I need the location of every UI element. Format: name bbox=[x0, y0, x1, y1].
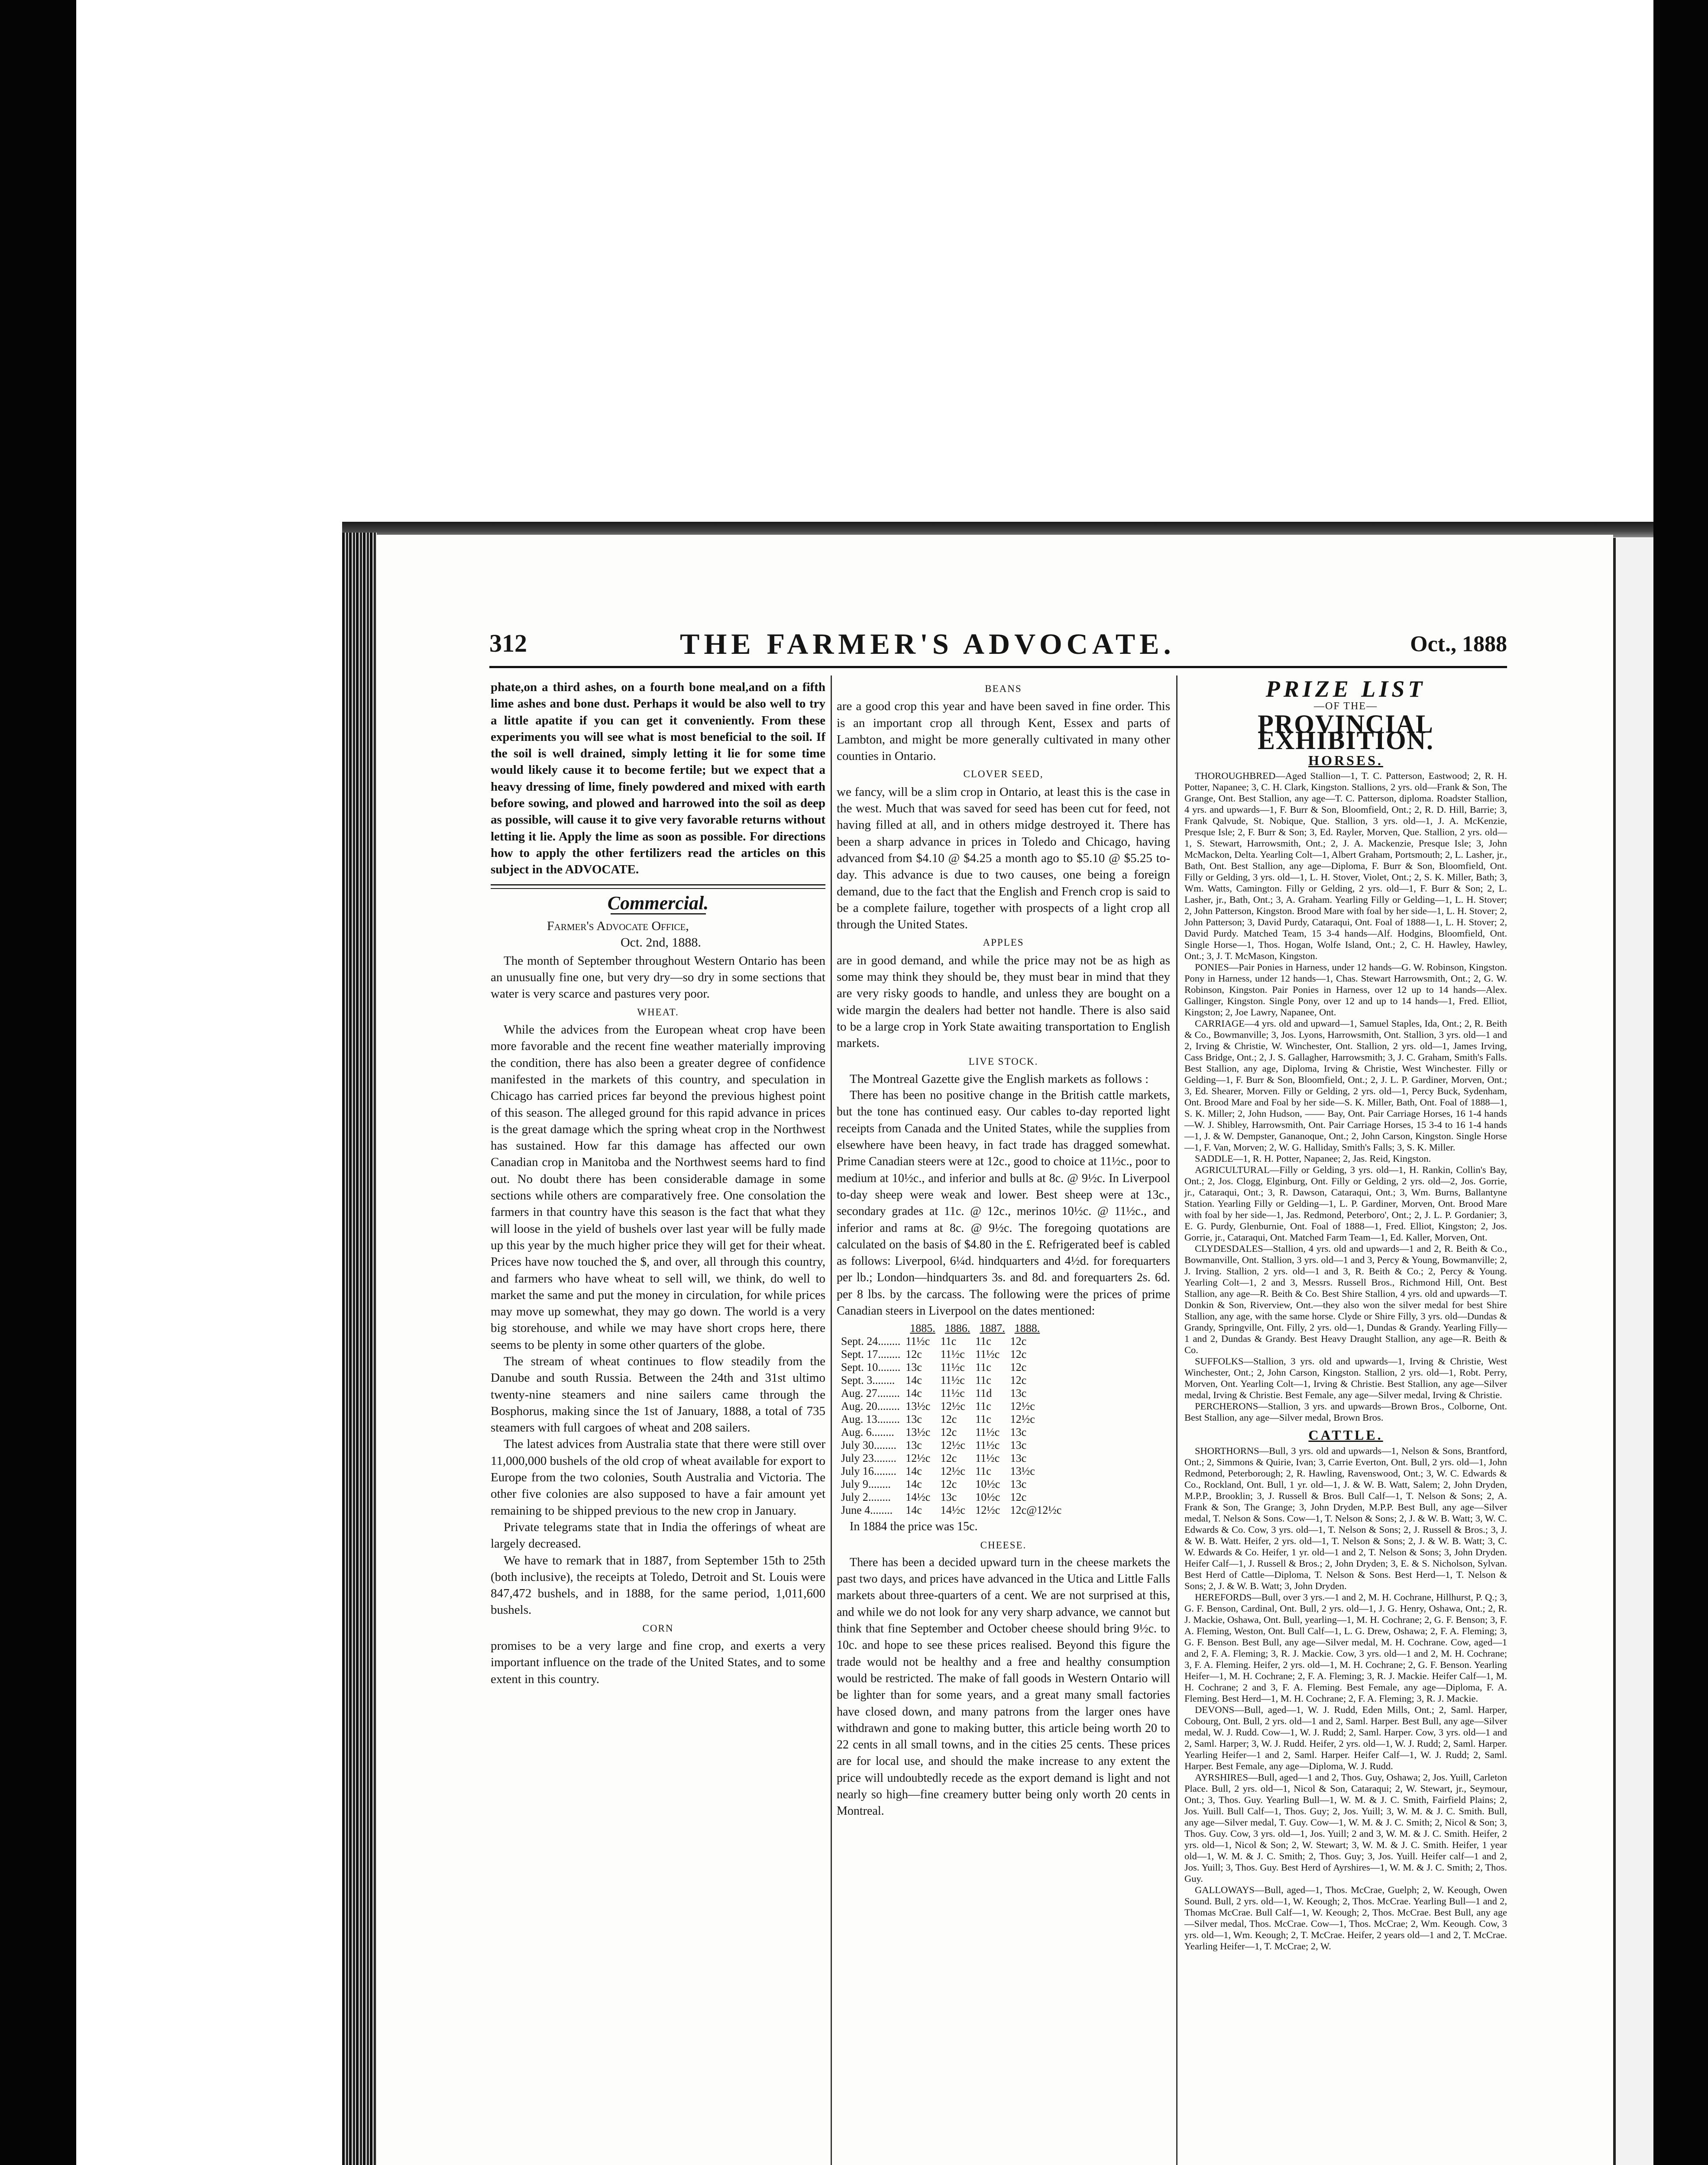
section-rule bbox=[491, 884, 825, 889]
table-cell: 11c bbox=[975, 1465, 991, 1478]
table-note: In 1884 the price was 15c. bbox=[850, 1520, 978, 1534]
paragraph: The month of September throughout Western Ontario has been an unusually fine one, but very dry—so dry in some sections that water is very scarce and pastures very poor. bbox=[491, 953, 825, 1001]
table-row bbox=[841, 1439, 1067, 1452]
table-row bbox=[841, 1374, 1067, 1387]
table-row bbox=[841, 1478, 1067, 1491]
table-cell: 12c bbox=[1010, 1374, 1027, 1387]
table-cell: 13c bbox=[1010, 1426, 1027, 1439]
table-header-cell bbox=[841, 1322, 906, 1335]
table-cell: 11c bbox=[975, 1335, 991, 1348]
price-table-body bbox=[841, 1335, 1067, 1517]
table-cell: 13c bbox=[906, 1361, 922, 1374]
cheese-heading: CHEESE. bbox=[980, 1539, 1027, 1551]
prize-entry: SUFFOLKS—Stallion, 3 yrs. old and upwards—1, Irving & Christie, West Winchester, Ont.; 2, John Carson, Kingston. Stallion, 2 yrs. old—1, Robt. Perry, Morven, Ont. Yearling Colt—1, Irving & Christie. Best Stallion, any age—Silver medal, Irving & Christie. Best Female, any age—Silver medal, Irving & Christie. bbox=[1184, 1356, 1507, 1401]
table-cell: 12c bbox=[1010, 1348, 1027, 1361]
table-cell: 11c bbox=[940, 1335, 957, 1348]
table-cell: 13½c bbox=[906, 1400, 931, 1413]
table-row bbox=[841, 1361, 1067, 1374]
wheat-heading: WHEAT. bbox=[637, 1006, 679, 1018]
table-header-cell: 1885. bbox=[910, 1322, 935, 1335]
masthead-title: THE FARMER'S ADVOCATE. bbox=[680, 627, 1175, 660]
facing-page-edge bbox=[1613, 538, 1653, 2165]
paragraph: The latest advices from Australia state that there were still over 11,000,000 bushels of the old crop of wheat available for export to Europe from the two colonies, South Australia and Victoria. The other five colonies are also supposed to have a fair amount yet remaining to be shipped previous to the new crop in January. bbox=[491, 1437, 825, 1518]
table-cell: 11c bbox=[975, 1400, 991, 1413]
table-cell: 12c bbox=[940, 1426, 957, 1439]
table-cell: Sept. 17........ bbox=[841, 1348, 901, 1361]
dateline-office: Farmer's Advocate Office, bbox=[547, 918, 689, 933]
table-cell: 11½c bbox=[975, 1348, 1000, 1361]
table-row bbox=[841, 1426, 1067, 1439]
dateline-date: Oct. 2nd, 1888. bbox=[621, 935, 701, 950]
issue-date: Oct., 1888 bbox=[1410, 632, 1507, 656]
table-header-cell: 1886. bbox=[945, 1322, 970, 1335]
table-cell: 11½c bbox=[975, 1426, 1000, 1439]
table-cell: 11d bbox=[975, 1387, 992, 1400]
column-3 bbox=[1184, 676, 1507, 1952]
table-cell: 11½c bbox=[940, 1348, 965, 1361]
apples-heading: APPLES bbox=[983, 937, 1024, 948]
paragraph: There has been a decided upward turn in the cheese markets the past two days, and prices have advanced in the Utica and Little Falls markets about three-quarters of a cent. We are not surprised at this, and while we do not look for any very sharp advance, we cannot but think that fine September and October cheese should bring 9½c. to 10c. and hope to see these prices realised. Beyond this figure the trade would not be healthy and a free and healthy consumption would be restricted. The make of fall goods in Western Ontario will be lighter than for some years, and a great many small factories have closed down, and many patrons from the larger ones have withdrawn and gone to making butter, this article being worth 20 to 22 cents in all small towns, and in the cities 25 cents. These prices are for local use, and should the make increase to any extent the price will undoubtedly recede as the export demand is light and not nearly so high—fine creamery butter being only worth 20 cents in Montreal. bbox=[837, 1555, 1170, 1818]
table-cell: Sept. 10........ bbox=[841, 1361, 901, 1374]
cattle-heading: CATTLE. bbox=[1308, 1427, 1383, 1443]
paragraph: we fancy, will be a slim crop in Ontario, at least this is the case in the west. Much that was saved for seed has been cut for feed, not having filled at all, and in others midge destroyed it. There has been a sharp advance in prices in Toledo and Chicago, having advanced from $4.10 @ $4.25 a month ago to $5.10 @ $5.25 to-day. This advance is due to two causes, one being a foreign demand, due to the fact that the English and French crop is said to be a complete failure, together with prospects of a light crop all through the United States. bbox=[837, 785, 1170, 932]
live-stock-heading: LIVE STOCK. bbox=[968, 1056, 1038, 1067]
table-cell: 14c bbox=[906, 1374, 922, 1387]
column-rule-1 bbox=[831, 675, 832, 2165]
table-cell: July 30........ bbox=[841, 1439, 896, 1452]
table-cell: 12c bbox=[1010, 1491, 1027, 1504]
table-row bbox=[841, 1465, 1067, 1478]
table-row bbox=[841, 1348, 1067, 1361]
prize-entry: CLYDESDALES—Stallion, 4 yrs. old and upwards—1 and 2, R. Beith & Co., Bowmanville, Ont. Stallion, 3 yrs. old—1 and 3, Percy & Young, Bowmanville; 2, J. Irving. Stallion, 2 yrs. old—1 and 3, R. Beith & Co.; 2, Percy & Young. Yearling Colt—1, 2 and 3, Messrs. Russell Bros., Richmond Hill, Ont. Best Stallion, any age—R. Beith & Co. Best Shire Stallion, 4 yrs. old and upwards—T. Donkin & Son, Riverview, Ont.—they also won the silver medal for best Shire Stallion, any age, with the same horse. Clyde or Shire Filly, 3 yrs. old—Dundas & Grandy, Springville, Ont. Filly, 2 yrs. old—1, Dundas & Grandy. Yearling Filly—1 and 2, Dundas & Grandy. Best Heavy Draught Stallion, any age—R. Beith & Co. bbox=[1184, 1243, 1507, 1356]
prize-entry: DEVONS—Bull, aged—1, W. J. Rudd, Eden Mills, Ont.; 2, Saml. Harper, Cobourg, Ont. Bull, 2 yrs. old—1 and 2, Saml. Harper. Best Bull, any age—Silver medal, W. J. Rudd. Cow—1, W. J. Rudd; 2, Saml. Harper. Cow, 3 yrs. old—1 and 2, Saml. Harper; 3, W. J. Rudd. Heifer, 2 yrs. old—1, W. J. Rudd; 2, Saml. Harper. Yearling Heifer—1 and 2, Saml. Harper. Heifer Calf—1, W. J. Rudd; 2, Saml. Harper. Best Female, any age—Diploma, W. J. Rudd. bbox=[1184, 1704, 1507, 1771]
column-1 bbox=[491, 679, 825, 1687]
table-cell: 13c bbox=[1010, 1452, 1027, 1465]
prize-entry: GALLOWAYS—Bull, aged—1, Thos. McCrae, Guelph; 2, W. Keough, Owen Sound. Bull, 2 yrs. old—1, W. Keough; 2, Thos. McCrae. Yearling Bull—1 and 2, Thomas McCrae. Bull Calf—1, W. Keough; 2, Thos. McCrae. Best Bull, any age—Silver medal, Thos. McCrae. Cow—1, Thos. McCrae; 2, Wm. Keough. Cow, 3 yrs. old—1, Wm. Keough; 2, T. McCrae. Heifer, 2 years old—1 and 2, T. McCrae. Yearling Heifer—1, T. McCrae; 2, W. bbox=[1184, 1884, 1507, 1952]
beans-heading: BEANS bbox=[985, 683, 1022, 694]
table-row bbox=[841, 1452, 1067, 1465]
paragraph: are a good crop this year and have been saved in fine order. This is an important crop all through Kent, Essex and parts of Lambton, and might be more generally cultivated in many other counties in Ontario. bbox=[837, 699, 1170, 763]
paragraph: We have to remark that in 1887, from September 15th to 25th (both inclusive), the receipts at Toledo, Detroit and St. Louis were 847,472 bushels, and in 1888, for the same period, 1,011,600 bushels. bbox=[491, 1553, 825, 1617]
table-row bbox=[841, 1504, 1067, 1517]
table-header-row bbox=[841, 1322, 1067, 1335]
prize-entry: PONIES—Pair Ponies in Harness, under 12 hands—G. W. Robinson, Kingston. Pony in Harness, under 12 hands—1, Chas. Stewart Harrowsmith, Ont.; 2, G. W. Robinson, Kingston. Pair Ponies in Harness, over 12 up to 14 hands—Alex. Gallinger, Kingston. Single Pony, over 12 and up to 14 hands—1, Fred. Elliot, Kingston; 2, Joe Lawry, Napanee, Ont. bbox=[1184, 962, 1507, 1018]
table-cell: 11c bbox=[975, 1374, 991, 1387]
header-rule bbox=[489, 666, 1507, 668]
table-cell: 14½c bbox=[940, 1504, 965, 1517]
table-cell: 14c bbox=[906, 1478, 922, 1491]
table-cell: 11c bbox=[975, 1361, 991, 1374]
table-cell: 13c bbox=[1010, 1439, 1027, 1452]
table-cell: July 9........ bbox=[841, 1478, 891, 1491]
dateline bbox=[547, 918, 825, 951]
table-cell: 14c bbox=[906, 1504, 922, 1517]
fertilizer-answer: phate,on a third ashes, on a fourth bone meal,and on a fifth lime ashes and bone dust. Perhaps it would be also well to try a little apatite if you can get it conveniently. From these experiments you will see what is most beneficial to the soil. If the soil is well drained, simply letting it lie for some time would likely cause it to become fertile; but we expect that a heavy dressing of lime, finely powdered and mixed with earth before sowing, and plowed and harrowed into the soil as deep as possible, will cause it to give very favorable returns without letting it lie. Apply the lime as soon as possible. For directions how to apply the other fertilizers read the articles on this subject in the ADVOCATE. bbox=[491, 680, 825, 877]
table-cell: 11½c bbox=[975, 1439, 1000, 1452]
table-cell: 14c bbox=[906, 1465, 922, 1478]
table-cell: Aug. 27........ bbox=[841, 1387, 900, 1400]
table-cell: 10½c bbox=[975, 1478, 1000, 1491]
table-cell: 11½c bbox=[940, 1361, 965, 1374]
paragraph: are in good demand, and while the price may not be as high as some may think they should be, they must bear in mind that they are very risky goods to handle, and unless they are bought on a wide margin the dealers had better not handle. There is also said to be a large crop in York State awaiting transportation to English markets. bbox=[837, 953, 1170, 1050]
table-cell: Aug. 20........ bbox=[841, 1400, 900, 1413]
prize-entry: SADDLE—1, R. H. Potter, Napanee; 2, Jas. Reid, Kingston. bbox=[1195, 1153, 1431, 1164]
column-rule-2 bbox=[1176, 675, 1177, 2165]
table-cell: 11c bbox=[975, 1413, 991, 1426]
table-cell: 13c bbox=[906, 1413, 922, 1426]
table-cell: 12½c bbox=[906, 1452, 931, 1465]
table-row bbox=[841, 1387, 1067, 1400]
table-cell: 12½c bbox=[1010, 1413, 1035, 1426]
scan-border-left bbox=[0, 0, 76, 2165]
book-page-stack bbox=[342, 533, 377, 2165]
table-cell: 12c bbox=[1010, 1361, 1027, 1374]
prize-entry: AYRSHIRES—Bull, aged—1 and 2, Thos. Guy, Oshawa; 2, Jos. Yuill, Carleton Place. Bull, 2 yrs. old—1, Nicol & Son, Cataraqui; 2, W. Stewart, jr., Seymour, Ont.; 3, Thos. Guy. Yearling Bull—1, W. M. & J. C. Smith, Fairfield Plains; 2, Jos. Yuill. Bull Calf—1, Thos. Guy; 2, Jos. Yuill; 3, W. M. & J. C. Smith. Bull, any age—Silver medal, T. Guy. Cow—1, W. M. & J. C. Smith; 2, Nicol & Son; 3, Thos. Guy. Cow, 3 yrs. old—1, Jos. Yuill; 2 and 3, W. M. & J. C. Smith. Heifer, 2 yrs. old—1, Nicol & Son; 2, W. Stewart; 3, W. M. & J. C. Smith. Heifer, 1 year old—1, W. M. & J. C. Smith; 2, Thos. Guy; 3, Jos. Yuill. Heifer calf—1 and 2, Jos. Yuill; 3, Thos. Guy. Best Herd of Ayrshires—1, W. M. & J. C. Smith; 2, Thos. Guy. bbox=[1184, 1771, 1507, 1884]
table-cell: Sept. 24........ bbox=[841, 1335, 901, 1348]
table-cell: July 23........ bbox=[841, 1452, 896, 1465]
table-cell: 10½c bbox=[975, 1491, 1000, 1504]
table-cell: Sept. 3........ bbox=[841, 1374, 895, 1387]
page-number: 312 bbox=[489, 629, 527, 657]
table-cell: July 2........ bbox=[841, 1491, 891, 1504]
page-header bbox=[489, 629, 1507, 663]
paragraph: The Montreal Gazette give the English markets as follows : bbox=[850, 1072, 1149, 1086]
table-cell: 14½c bbox=[906, 1491, 931, 1504]
table-cell: 12c bbox=[1010, 1335, 1027, 1348]
table-cell: 13c bbox=[1010, 1387, 1027, 1400]
prize-entry: AGRICULTURAL—Filly or Gelding, 3 yrs. old—1, H. Rankin, Collin's Bay, Ont.; 2, Jos. Clogg, Elginburg, Ont. Filly or Gelding, 2 yrs. old—2, Jos. Gorrie, jr., Cataraqui, Ont.; 3, R. Dawson, Cataraqui, Ont.; 3, Wm. Burns, Ballantyne Station. Yearling Filly or Gelding—1, L. P. Gardiner, Morven, Ont. Brood Mare with foal by her side—1, Jas. Redmond, Peterboro', Ont.; 2, J. L. P. Gordanier; 3, E. G. Purdy, Glenburnie, Ont. Foal of 1888—1, Fred. Elliot, Kingston; 2, Jos. Gorrie, jr., Cataraqui, Ont. Matched Farm Team—1, Ed. Kaller, Morven, Ont. bbox=[1184, 1164, 1507, 1243]
table-row bbox=[841, 1400, 1067, 1413]
table-row bbox=[841, 1413, 1067, 1426]
prize-entry: HEREFORDS—Bull, over 3 yrs.—1 and 2, M. H. Cochrane, Hillhurst, P. Q.; 3, G. F. Benson, Cardinal, Ont. Bull, 2 yrs. old—1, J. G. Henry, Oshawa, Ont.; 2, R. J. Mackie, Oshawa, Ont. Bull, yearling—1, M. H. Cochrane; 2, G. F. Benson; 3, F. A. Fleming, Weston, Ont. Bull Calf—1, L. G. Drew, Oshawa; 2, F. A. Fleming; 3, G. F. Benson. Best Bull, any age—Silver medal, M. H. Cochrane. Cow, aged—1 and 2, F. A. Fleming; 3, R. J. Mackie. Cow, 3 yrs. old—1 and 2, M. H. Cochrane; 3, F. A. Fleming. Heifer, 2 yrs. old—1, M. H. Cochrane; 2, G. F. Benson. Yearling Heifer—1, M. H. Cochrane; 2, F. A. Fleming; 3, R. J. Mackie. Heifer Calf—1, M. H. Cochrane; 2 and 3, F. A. Fleming. Best Female, any age—Diploma, F. A. Fleming. Best Herd—1, M. H. Cochrane; 2, F. A. Fleming; 3, R. J. Mackie. bbox=[1184, 1591, 1507, 1704]
of-the-label: —OF THE— bbox=[1314, 701, 1378, 712]
table-cell: 11½c bbox=[940, 1374, 965, 1387]
table-row bbox=[841, 1491, 1067, 1504]
paragraph: There has been no positive change in the British cattle markets, but the tone has continued easy. Our cables to-day reported light receipts from Canada and the United States, while the supplies from elsewhere have been heavy, in fact trade has dragged somewhat. Prime Canadian steers were at 12c., good to choice at 11½c., poor to medium at 10½c., and inferior and bulls at 8c. @ 9½c. In Liverpool to-day sheep were weak and lower. Best sheep were at 13c., secondary grades at 11c. @ 12c., merinos 10½c. @ 11½c., and inferior and rams at 8c. @ 9½c. The foregoing quotations are calculated on the basis of $4.80 in the £. Refrigerated beef is cabled as follows: Liverpool, 6¼d. hindquarters and 4½d. for forequarters per lb.; London—hindquarters 3s. and 8d. and forequarters 2s. 6d. per 8 lbs. by the carcass. The following were the prices of prime Canadian steers in Liverpool on the dates mentioned: bbox=[837, 1089, 1170, 1318]
horses-heading: HORSES. bbox=[1308, 753, 1383, 769]
paragraph: While the advices from the European wheat crop have been more favorable and the recent fine weather materially improving the condition, there has also been a greater degree of confidence manifested in the markets of this country, and speculation in Chicago has carried prices far beyond the previous highest point of this season. The alleged ground for this rapid advance in prices is the great damage which the spring wheat crop in the Northwest has sustained. How far this damage has affected our own Canadian crop in Manitoba and the Northwest seems hard to find out. No doubt there has been considerable damage in some sections while others are comparatively free. One consolation the farmers in that country have this season is the fact that what they will loose in the yield of bushels over last year will be fully made up this year by the much higher price they will get for their wheat. Prices have now touched the $, and over, all through this country, and farmers who have wheat to sell will, we think, do well to market the same and put the money in circulation, for while prices may move up somewhat, they may go down. The world is a very big storehouse, and while we may have short crops here, there seems to be plenty in some other quarters of the globe. bbox=[491, 1023, 825, 1352]
table-header-cell: 1887. bbox=[980, 1322, 1005, 1335]
table-cell: 12c bbox=[940, 1478, 957, 1491]
clover-seed-heading: CLOVER SEED, bbox=[963, 769, 1044, 780]
table-cell: 12½c bbox=[940, 1400, 965, 1413]
commercial-section-title: Commercial. bbox=[607, 892, 709, 914]
table-cell: 12c@12½c bbox=[1010, 1504, 1062, 1517]
paragraph: The stream of wheat continues to flow steadily from the Danube and south Russia. Between the 24th and 31st ultimo twenty-nine steamers and nine sailers came through the Bosphorus, making since the 1st of January, 1888, a total of 735 steamers with full cargoes of wheat and 208 sailers. bbox=[491, 1354, 825, 1435]
steer-price-table bbox=[841, 1322, 1067, 1517]
table-cell: 12c bbox=[940, 1452, 957, 1465]
table-cell: Aug. 6........ bbox=[841, 1426, 894, 1439]
table-cell: 12½c bbox=[940, 1465, 965, 1478]
paragraph: Private telegrams state that in India the offerings of wheat are largely decreased. bbox=[491, 1520, 825, 1551]
table-header-cell: 1888. bbox=[1014, 1322, 1040, 1335]
table-cell: June 4........ bbox=[841, 1504, 893, 1517]
table-cell: 12½c bbox=[940, 1439, 965, 1452]
table-cell: 12c bbox=[940, 1413, 957, 1426]
table-cell: Aug. 13........ bbox=[841, 1413, 900, 1426]
table-cell: 11½c bbox=[940, 1387, 965, 1400]
corn-heading: CORN bbox=[642, 1622, 674, 1634]
provincial-exhibition-title: PROVINCIAL EXHIBITION. bbox=[1257, 709, 1434, 755]
table-cell: 13c bbox=[1010, 1478, 1027, 1491]
table-cell: July 16........ bbox=[841, 1465, 896, 1478]
table-cell: 11½c bbox=[906, 1335, 930, 1348]
prize-list-title: PRIZE LIST bbox=[1265, 676, 1426, 702]
table-cell: 11½c bbox=[975, 1452, 1000, 1465]
table-cell: 13c bbox=[906, 1439, 922, 1452]
table-cell: 13½c bbox=[906, 1426, 931, 1439]
prize-entry: CARRIAGE—4 yrs. old and upward—1, Samuel Staples, Ida, Ont.; 2, R. Beith & Co., Bowmanville; 3, Jos. Lyons, Harrowsmith, Ont. Stallion, 3 yrs. old—1 and 2, Irving & Christie, W. Winchester, Ont. Stallion, 2 yrs. old—1, James Irving, Cass Bridge, Ont.; 2, J. S. Gallagher, Harrowsmith; 3, J. C. Graham, Smith's Falls. Best Stallion, any age, Diploma, Irving & Christie, West Winchester. Filly or Gelding—1, F. Burr & Son, Bloomfield, Ont.; 2, J. L. P. Gardiner, Morven, Ont.; 3, Ed. Shearer, Morven. Filly or Gelding, 2 yrs. old—1, Percy Buck, Sydenham, Ont. Brood Mare and Foal by her side—S. K. Miller, Bath, Ont. Foal of 1888—1, S. K. Miller; 2, John Hudson, —— Bay, Ont. Pair Carriage Horses, 16 1-4 hands—W. J. Shibley, Harrowsmith, Ont. Pair Carriage Horses, 15 3-4 to 16 1-4 hands—1, J. & W. Dempster, Gananoque, Ont.; 2, John Carson, Kingston. Single Horse—1, F. Van, Morven; 2, W. G. Halliday, Smith's Falls; 3, S. K. Miller. bbox=[1184, 1018, 1507, 1153]
prize-entry: SHORTHORNS—Bull, 3 yrs. old and upwards—1, Nelson & Sons, Brantford, Ont.; 2, Simmons & Quirie, Ivan; 3, Carrie Everton, Ont. Bull, 2 yrs. old—1, John Redmond, Peterborough; 2, R. Hawling, Ravenswood, Ont.; 3, W. C. Edwards & Co., Rockland, Ont. Bull, 1 yr. old—1, J. & W. B. Watt, Salem; 2, John Dryden, M.P.P., Brooklin; 3, J. Russell & Bros. Bull Calf—1, T. Nelson & Sons; 2, A. Frank & Son, The Grange; 3, John Dryden, M.P.P. Best Bull, any age—Silver medal, T. Nelson & Sons. Cow—1, T. Nelson & Sons; 2, J. & W. B. Watt; 3, W. C. Edwards & Co. Cow, 3 yrs. old—1, T. Nelson & Sons; 2, J. Russell & Bros.; 3, J. & W. B. Watt. Heifer, 2 yrs. old—1, T. Nelson & Sons; 2, J. & W. B. Watt; 3, C. W. Edwards & Co. Heifer, 1 yr. old—1 and 2, T. Nelson & Sons; 3, John Dryden. Heifer Calf—1, J. Russell & Bros.; 2, John Dryden; 3, E. & S. Nicholson, Sylvan. Best Herd of Cattle—Diploma, T. Nelson & Sons. Best Herd—1, T. Nelson & Sons; 2, J. & W. B. Watt; 3, John Dryden. bbox=[1184, 1445, 1507, 1591]
table-cell: 12c bbox=[906, 1348, 922, 1361]
table-cell: 12½c bbox=[975, 1504, 1000, 1517]
column-2 bbox=[837, 679, 1170, 1820]
scan-border-right bbox=[1653, 0, 1708, 2165]
table-cell: 12½c bbox=[1010, 1400, 1035, 1413]
paragraph: promises to be a very large and fine crop, and exerts a very important influence on the trade of the United States, and to some extent in this country. bbox=[491, 1639, 825, 1686]
prize-entry: PERCHERONS—Stallion, 3 yrs. and upwards—Brown Bros., Colborne, Ont. Best Stallion, any age—Silver medal, Brown Bros. bbox=[1184, 1401, 1507, 1423]
table-row bbox=[841, 1335, 1067, 1348]
prize-entry: THOROUGHBRED—Aged Stallion—1, T. C. Patterson, Eastwood; 2, R. H. Potter, Napanee; 3, C. H. Clark, Kingston. Stallions, 2 yrs. old—Frank & Son, The Grange, Ont. Best Stallion, any age—T. C. Patterson, diploma. Roadster Stallion, 4 yrs. and upwards—1, F. Burr & Son, Bloomfield, Ont.; 2, R. D. Hill, Barrie; 3, Frank Qalvude, St. Nobique, Que. Stallion, 3 yrs. old—1, J. A. McKenzie, Presque Isle; 2, F. Burr & Son; 3, Ed. Rayler, Morven, Que. Stallion, 2 yrs. old—1, S. Stewart, Harrowsmith, Ont.; 2, J. A. Mackenzie, Presque Isle; 3, John McMackon, Delta. Yearling Colt—1, Albert Graham, Portsmouth; 2, L. Lasher, jr., Bath, Ont. Best Stallion, any age—Diploma, F. Burr & Son, Bloomfield, Ont. Filly or Gelding, 3 yrs. old—1, L. H. Stover, Violet, Ont.; 2, S. K. Miller, Bath; 3, Wm. Watts, Camington. Filly or Gelding, 2 yrs. old—1, F. Burr & Son; 2, L. Lasher, jr., Bath, Ont.; 3, A. Graham. Yearling Filly or Gelding—1, L. H. Stover; 2, John Patterson, Kingston. Brood Mare with foal by her side—1, L. H. Stover; 2, John Patterson; 3, David Purdy, Cataraqui, Ont. Foal of 1888—1, L. H. Stover; 2, David Purdy. Matched Team, 15 3-4 hands—Alf. Hodgins, Bloomfield, Ont. Single Horse—1, Thos. Hogan, Wolfe Island, Ont.; 2, C. H. Hawley, Hawley, Ont.; 3, J. T. McMason, Kingston. bbox=[1184, 770, 1507, 962]
table-cell: 14c bbox=[906, 1387, 922, 1400]
table-cell: 13½c bbox=[1010, 1465, 1035, 1478]
table-cell: 13c bbox=[940, 1491, 957, 1504]
